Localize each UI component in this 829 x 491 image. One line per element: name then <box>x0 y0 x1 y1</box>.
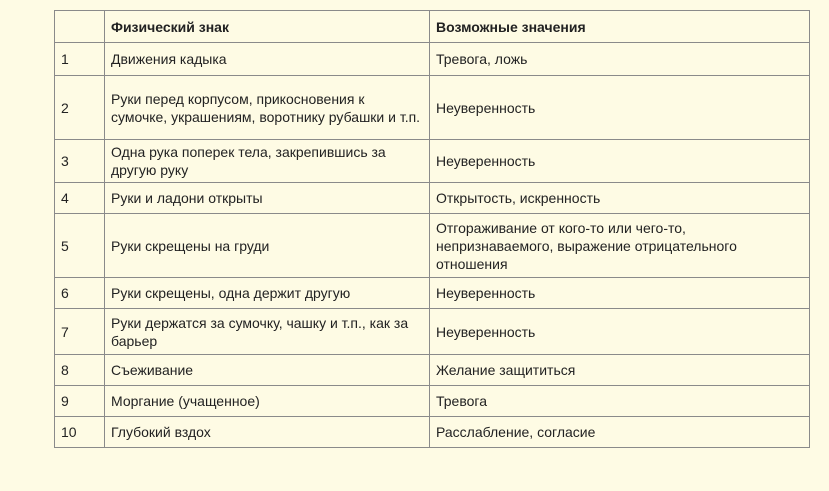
row-sign: Руки и ладони открыты <box>105 183 430 214</box>
row-sign: Моргание (учащенное) <box>105 386 430 417</box>
row-sign: Глубокий вздох <box>105 417 430 448</box>
row-number: 9 <box>55 386 105 417</box>
table-row <box>55 214 810 278</box>
header-possible-meanings: Возможные значения <box>430 11 810 43</box>
row-sign: Руки держатся за сумочку, чашку и т.п., как за барьер <box>105 309 430 355</box>
table-row <box>55 278 810 309</box>
row-meaning: Неуверенность <box>430 76 810 140</box>
row-meaning: Неуверенность <box>430 309 810 355</box>
row-meaning: Желание защититься <box>430 355 810 386</box>
table-row <box>55 386 810 417</box>
row-meaning: Расслабление, согласие <box>430 417 810 448</box>
table-row <box>55 183 810 214</box>
row-number: 7 <box>55 309 105 355</box>
table-header-row <box>55 11 810 43</box>
row-meaning: Тревога, ложь <box>430 43 810 76</box>
table-row <box>55 43 810 76</box>
table-row <box>55 309 810 355</box>
row-meaning: Неуверенность <box>430 140 810 183</box>
row-sign: Руки перед корпусом, прикосновения к сумочке, украшениям, воротнику рубашки и т.п. <box>105 76 430 140</box>
row-sign: Съеживание <box>105 355 430 386</box>
table-row <box>55 140 810 183</box>
table-row <box>55 417 810 448</box>
row-sign: Руки скрещены на груди <box>105 214 430 278</box>
row-number: 6 <box>55 278 105 309</box>
row-sign: Движения кадыка <box>105 43 430 76</box>
row-number: 2 <box>55 76 105 140</box>
row-sign: Одна рука поперек тела, закрепившись за другую руку <box>105 140 430 183</box>
row-meaning: Неуверенность <box>430 278 810 309</box>
row-number: 3 <box>55 140 105 183</box>
row-meaning: Отгораживание от кого-то или чего-то, непризнаваемого, выражение отрицательного отношения <box>430 214 810 278</box>
table-row <box>55 355 810 386</box>
header-physical-sign: Физический знак <box>105 11 430 43</box>
body-language-table <box>54 10 810 448</box>
row-number: 4 <box>55 183 105 214</box>
header-number <box>55 11 105 43</box>
row-number: 10 <box>55 417 105 448</box>
table-row <box>55 76 810 140</box>
row-meaning: Открытость, искренность <box>430 183 810 214</box>
row-meaning: Тревога <box>430 386 810 417</box>
row-number: 8 <box>55 355 105 386</box>
row-number: 1 <box>55 43 105 76</box>
row-number: 5 <box>55 214 105 278</box>
row-sign: Руки скрещены, одна держит другую <box>105 278 430 309</box>
